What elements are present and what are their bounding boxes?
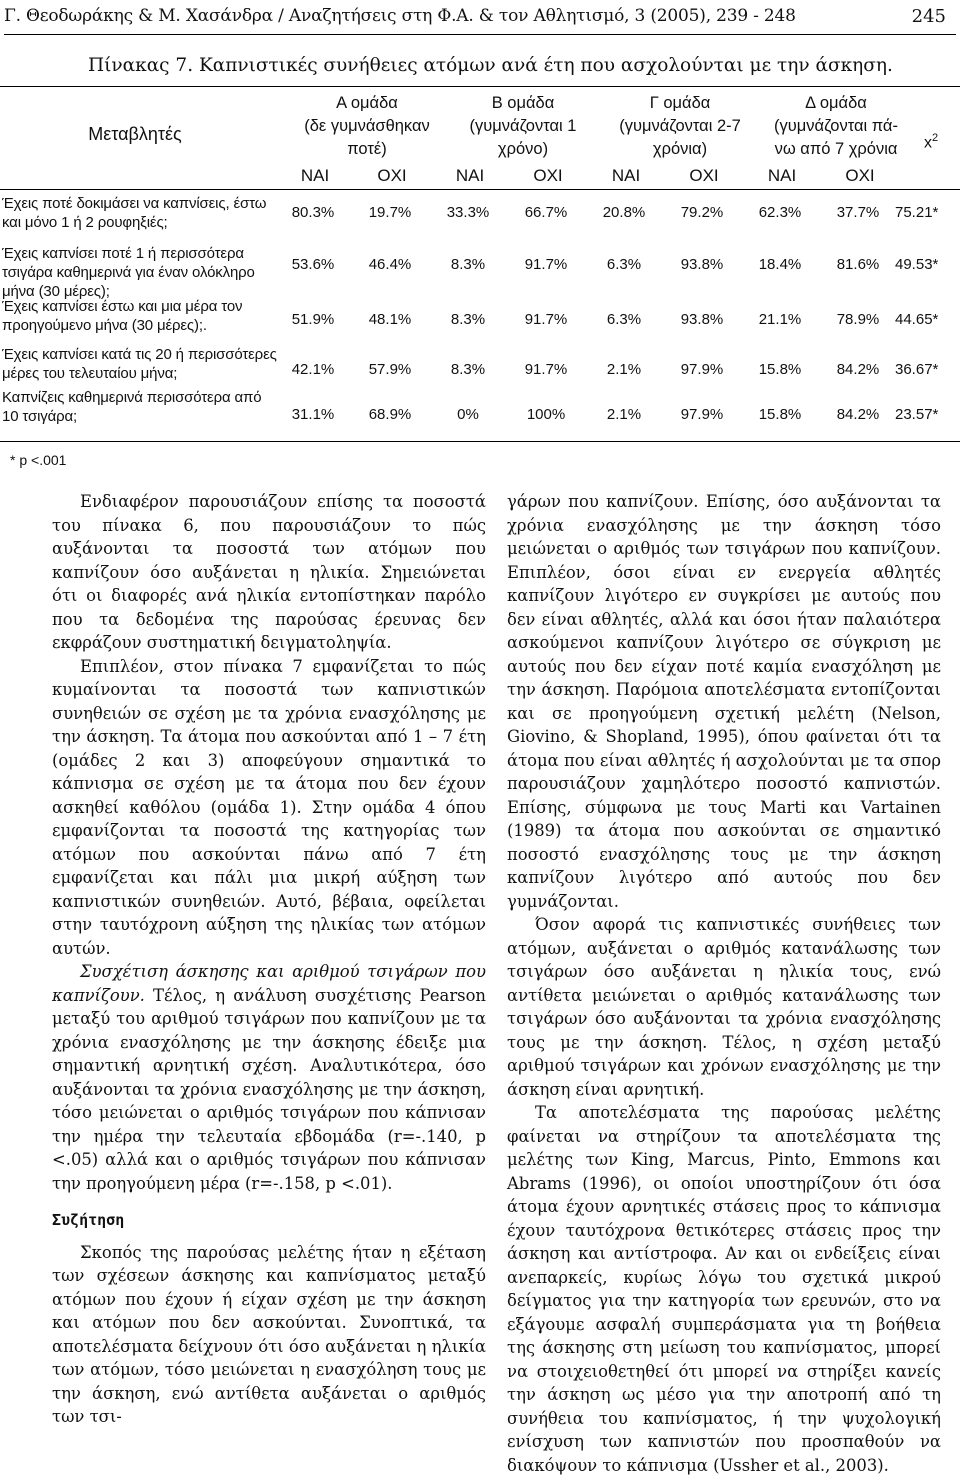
table-cell: 81.6% xyxy=(836,256,880,273)
table-cell: 15.8% xyxy=(758,406,802,423)
no-header-a: ΟΧΙ xyxy=(377,166,407,185)
table-cell: 97.9% xyxy=(680,361,724,378)
chi-square-header xyxy=(924,132,938,152)
table-top-rule xyxy=(0,86,960,87)
table-cell: 91.7% xyxy=(524,311,568,328)
yes-header-d: ΝΑΙ xyxy=(767,166,797,185)
table-row-label: Έχεις ποτέ δοκιμάσει να καπνίσεις, έστω και μόνο 1 ή 2 ρουφηξιές; xyxy=(2,195,267,231)
table-cell: 8.3% xyxy=(450,361,486,378)
table-cell: 78.9% xyxy=(836,311,880,328)
table-chi-cell: 49.53* xyxy=(895,256,939,273)
table-header-rule xyxy=(0,189,960,190)
paragraph xyxy=(52,960,486,1195)
group-d-desc2: νω από 7 χρόνια xyxy=(774,140,898,158)
table-cell: 37.7% xyxy=(836,204,880,221)
table-row-label: Έχεις καπνίσει έστω και μια μέρα τον προηγούμενο μήνα (30 μέρες);. xyxy=(2,298,243,334)
table-cell: 80.3% xyxy=(291,204,335,221)
group-c-desc2: χρόνια) xyxy=(652,140,708,158)
table-cell: 53.6% xyxy=(291,256,335,273)
group-d-header xyxy=(752,92,920,161)
table-caption: Πίνακας 7. Καπνιστικές συνήθειες ατόμων ανά έτη που ασχολούνται με την άσκηση. xyxy=(88,55,893,76)
group-a-header xyxy=(292,92,442,161)
paragraph: Σκοπός της παρούσας μελέτης ήταν η εξέταση των σχέσεων άσκησης και καπνίσματος μεταξύ ατόμων που έχουν ή είχαν σχέση με την άσκηση και ατόμων που δεν ασκούνται. Συνοπτικά, τα αποτελέσματα δείχνουν ότι όσο αυξάνεται η ηλικία των ατόμων, τόσο μειώνεται η ενασχόληση τους με την άσκηση, ενώ αντίθετα αυξάνεται ο αριθμός των τσι- xyxy=(52,1242,486,1426)
table-cell: 33.3% xyxy=(446,204,490,221)
table-cell: 15.8% xyxy=(758,361,802,378)
correlation-subheading: Συσχέτιση άσκησης και αριθμού τσιγάρων που καπνίζουν. xyxy=(52,962,486,1005)
table-row-label: Καπνίζεις καθημερινά περισσότερα από 10 τσιγάρα; xyxy=(2,389,262,425)
yes-header-a: ΝΑΙ xyxy=(300,166,330,185)
table-cell: 0% xyxy=(457,406,479,423)
table-cell: 18.4% xyxy=(758,256,802,273)
table-cell: 91.7% xyxy=(524,361,568,378)
table-cell: 21.1% xyxy=(758,311,802,328)
table-cell: 66.7% xyxy=(524,204,568,221)
table-cell: 100% xyxy=(526,406,566,423)
table-cell: 8.3% xyxy=(450,311,486,328)
table-row-label: Έχεις καπνίσει κατά τις 20 ή περισσότερες μέρες του τελευταίου μήνα; xyxy=(2,346,277,382)
table-cell: 68.9% xyxy=(368,406,412,423)
table-bottom-rule xyxy=(0,441,960,442)
table-cell: 19.7% xyxy=(368,204,412,221)
header-rule xyxy=(4,34,956,35)
table-chi-cell: 36.67* xyxy=(895,361,939,378)
no-header-c: ΟΧΙ xyxy=(689,166,719,185)
table-row-label: Έχεις καπνίσει ποτέ 1 ή περισσότερα τσιγάρα καθημερινά για έναν ολόκληρο μήνα (30 μέρες); xyxy=(2,245,255,300)
paragraph: Επιπλέον, στον πίνακα 7 εμφανίζεται το πώς κυμαίνονται τα ποσοστά των καπνιστικών συνηθειών σε σχέση με τα χρόνια ενασχόλησης με την άσκηση. Τα άτομα που ασκούνται από 1 – 7 έτη (ομάδες 2 και 3) αποφεύγουν σημαντικά το κάπνισμα σε σχέση με τα άτομα που δεν έχουν ασκηθεί καθόλου (ομάδα 1). Στην ομάδα 4 όπου εμφανίζονται τα ποσοστά της κατηγορίας των ατόμων που ασκούνται πάνω από 7 έτη εμφανίζεται και πάλι μια μικρή αύξηση των καπνιστικών συνηθειών. Αυτό, βέβαια, οφείλεται στην ταυτόχρονη αύξηση της ηλικίας των ατόμων αυτών. xyxy=(52,656,486,958)
table-cell: 51.9% xyxy=(291,311,335,328)
table-cell: 46.4% xyxy=(368,256,412,273)
table-chi-cell: 75.21* xyxy=(895,204,939,221)
table-cell: 2.1% xyxy=(606,406,642,423)
group-b-desc1: (γυμνάζονται 1 xyxy=(469,117,577,135)
group-b-header xyxy=(448,92,598,161)
group-b-desc2: χρόνο) xyxy=(497,140,549,158)
group-b-name: Β ομάδα xyxy=(491,94,555,112)
table-cell: 6.3% xyxy=(606,256,642,273)
group-a-name: Α ομάδα xyxy=(336,94,398,112)
table-cell: 48.1% xyxy=(368,311,412,328)
paragraph: γάρων που καπνίζουν. Επίσης, όσο αυξάνονται τα χρόνια ενασχόλησης με την άσκηση τόσο μειώνεται ο αριθμός των τσιγάρων που καπνίζουν. Επιπλέον, όσοι είναι εν ενεργεία αθλητές καπνίζουν λιγότερο εν συγκρίσει με αυτούς που δεν είναι αθλητές, αλλά και όσοι ήταν παλαιότερα ασκούμενοι καπνίζουν λιγότερο σε σύγκριση με αυτούς που δεν είχαν ποτέ καμία ενασχόληση με την άσκηση. Παρόμοια αποτελέσματα εντοπίζονται και σε προηγούμενη σχετική μελέτη (Nelson, Giovino, & Shopland, 1995), όπου φαίνεται ότι τα άτομα που είναι αθλητές ή ασχολούνται με τα σπορ παρουσιάζουν χαμηλότερο ποσοστό καπνιστών. Επίσης, σύμφωνα με τους Marti και Vartainen (1989) τα άτομα που ασκούνται σε σημαντικό ποσοστό ενασχόλησης τους με την άσκηση καπνίζουν λιγότερο από αυτούς που δεν γυμνάζονται. xyxy=(507,492,941,911)
group-c-header xyxy=(600,92,760,161)
yes-header-b: ΝΑΙ xyxy=(455,166,485,185)
body-column-right xyxy=(507,490,941,1477)
table-cell: 62.3% xyxy=(758,204,802,221)
group-c-desc1: (γυμνάζονται 2-7 xyxy=(619,117,741,135)
table-cell: 31.1% xyxy=(291,406,335,423)
running-title: Γ. Θεοδωράκης & Μ. Χασάνδρα / Αναζητήσεις στη Φ.Α. & τον Αθλητισμό, 3 (2005), 239 - 248 xyxy=(4,6,796,26)
paragraph: Όσον αφορά τις καπνιστικές συνήθειες των ατόμων, αυξάνεται ο αριθμός κατανάλωσης των τσιγάρων όσο αυξάνεται η ηλικία τους, ενώ αντίθετα μειώνεται ο αριθμός κατανάλωσης των τσιγάρων όσο αυξάνονται τα χρόνια ενασχόλησης τους με την άσκηση. Τέλος, η σχέση μεταξύ αριθμού τσιγάρων και χρόνων ενασχόλησης με την άσκηση είναι αρνητική. xyxy=(507,915,941,1099)
table-cell: 93.8% xyxy=(680,311,724,328)
paragraph: Τα αποτελέσματα της παρούσας μελέτης φαίνεται να στηρίζουν τα αποτελέσματα της μελέτης των King, Marcus, Pinto, Emmons και Abrams (1996), οι οποίοι υποστηρίζουν ότι όσα άτομα έχουν αρνητικές στάσεις προς το κάπνισμα έχουν ταυτόχρονα θετικότερες στάσεις προς την άσκηση και αντίστροφα. Αν και οι ενδείξεις είναι ανεπαρκείς, κυρίως λόγω του σχετικά μικρού δείγματος για την κατηγορία των ερευνών, στο να εξάγουμε ασφαλή συμπεράσματα για τη βοήθεια της άσκησης στη μείωση του καπνίσματος, μπορεί να στοιχειοθετηθεί ότι μπορεί να στηρίξει κανείς την άσκηση ως μέσο για την αποτροπή από τη συνήθεια του καπνίσματος, ή την ψυχολογική ενίσχυση των καπνιστών που προσπαθούν να διακόψουν το κάπνισμα (Ussher et al., 2003). xyxy=(507,1103,941,1475)
table-cell: 79.2% xyxy=(680,204,724,221)
yes-header-c: ΝΑΙ xyxy=(611,166,641,185)
table-cell: 20.8% xyxy=(602,204,646,221)
group-d-name: Δ ομάδα xyxy=(805,94,867,112)
variables-header: Μεταβλητές xyxy=(88,124,182,144)
running-header xyxy=(4,0,956,28)
table-cell: 84.2% xyxy=(836,361,880,378)
chi-label: x xyxy=(924,134,932,152)
chi-sup: 2 xyxy=(932,132,939,144)
table-note: * p <.001 xyxy=(10,452,67,468)
discussion-heading: Συζήτηση xyxy=(52,1211,125,1229)
group-a-desc1: (δε γυμνάσθηκαν xyxy=(304,117,430,135)
table-cell: 93.8% xyxy=(680,256,724,273)
table-cell: 8.3% xyxy=(450,256,486,273)
table-cell: 2.1% xyxy=(606,361,642,378)
group-a-desc2: ποτέ) xyxy=(347,140,387,158)
correlation-text: Τέλος, η ανάλυση συσχέτισης Pearson μεταξύ του αριθμού τσιγάρων που καπνίζουν με τα χρόνια ενασχόλησης με την άσκησης έδειξε μια σημαντική αρνητική σχέση. Αναλυτικότερα, όσο αυξάνονται τα χρόνια ενασχόλησης με την άσκηση, τόσο μειώνεται ο αριθμός τσιγάρων που κάπνισαν την ημέρα την τελευταία εβδομάδα (r=-.140, p <.05) αλλά και ο αριθμός τσιγάρων που κάπνισαν την προηγούμενη μέρα (r=-.158, p <.01). xyxy=(52,985,486,1193)
table-cell: 57.9% xyxy=(368,361,412,378)
no-header-b: ΟΧΙ xyxy=(533,166,563,185)
table-cell: 6.3% xyxy=(606,311,642,328)
table-chi-cell: 44.65* xyxy=(895,311,939,328)
table-cell: 91.7% xyxy=(524,256,568,273)
paragraph: Ενδιαφέρον παρουσιάζουν επίσης τα ποσοστά του πίνακα 6, που παρουσιάζουν το πώς αυξάνονται τα ποσοστά των ατόμων που καπνίζουν όσο αυξάνεται η ηλικία. Σημειώνεται ότι οι διαφορές ανά ηλικία εντοπίστηκαν παρόλο που τα δεδομένα της παρούσας έρευνας δεν εκφράζουν συστηματική δειγματοληψία. xyxy=(52,492,486,652)
group-c-name: Γ ομάδα xyxy=(649,94,711,112)
table-cell: 42.1% xyxy=(291,361,335,378)
table-chi-cell: 23.57* xyxy=(895,406,939,423)
table-cell: 97.9% xyxy=(680,406,724,423)
body-column-left xyxy=(52,490,486,1429)
no-header-d: ΟΧΙ xyxy=(845,166,875,185)
group-d-desc1: (γυμνάζονται πά- xyxy=(774,117,898,135)
page-number: 245 xyxy=(911,6,946,27)
table-cell: 84.2% xyxy=(836,406,880,423)
